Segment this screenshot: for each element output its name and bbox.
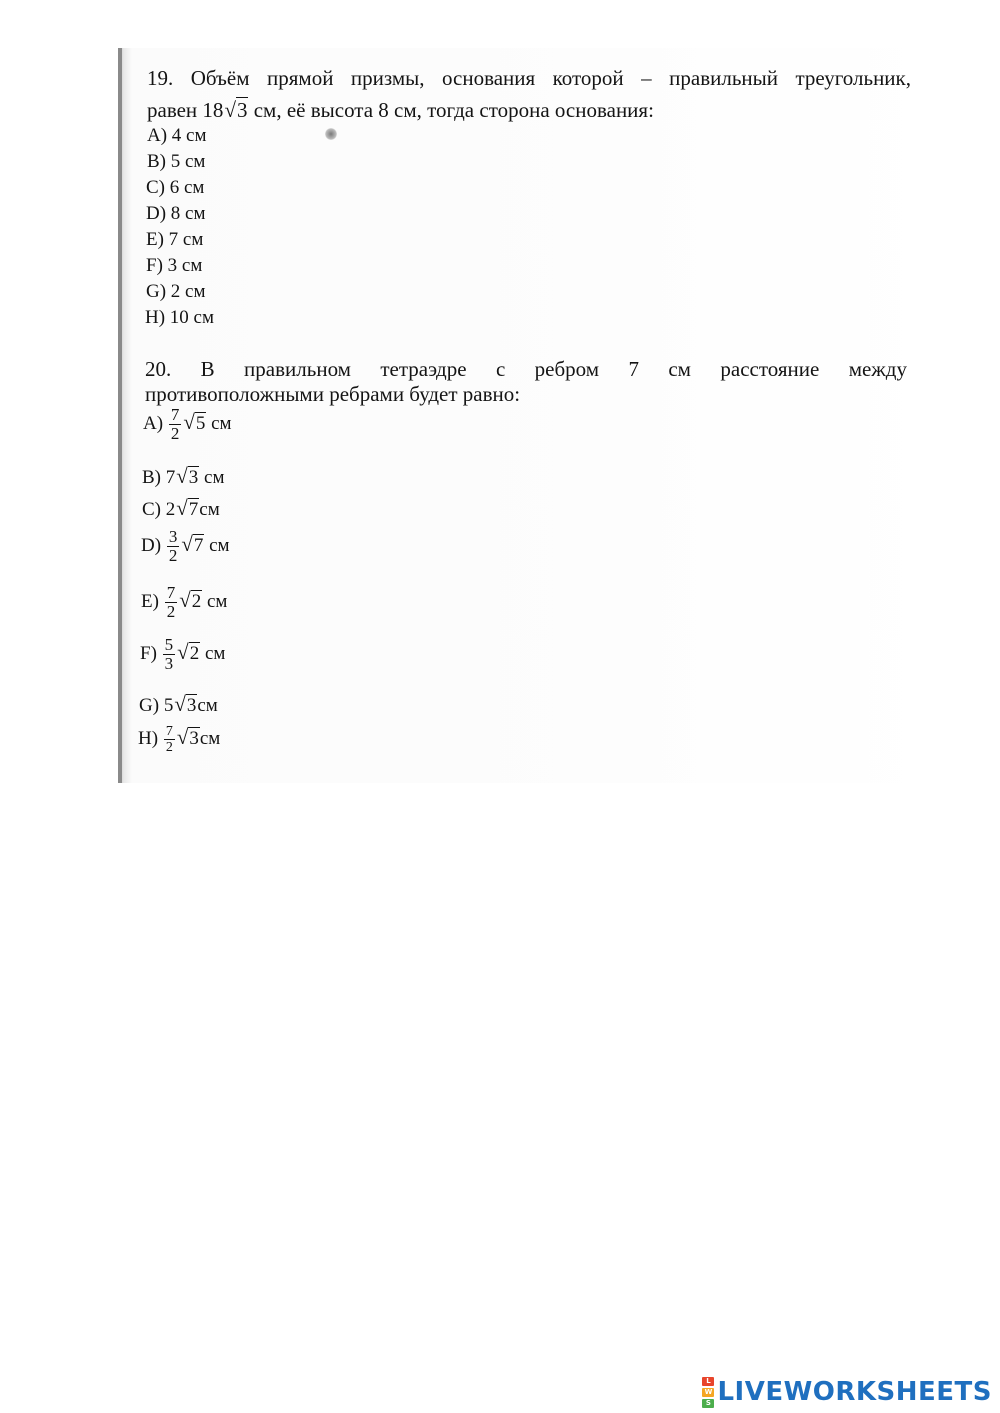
q19-option-f: F) 3 см (146, 255, 203, 276)
liveworksheets-logo (702, 1377, 992, 1407)
fraction-numerator: 3 (168, 527, 178, 546)
logo-text: LIVEWORKSHEETS (717, 1377, 992, 1407)
unit: см (209, 534, 230, 556)
fraction-denominator: 2 (166, 602, 176, 621)
fraction (169, 406, 182, 443)
fraction (165, 584, 178, 621)
unit: см (204, 642, 226, 664)
sqrt-symbol: √ (176, 496, 188, 520)
q19-option-d: D) 8 см (146, 203, 206, 224)
q19-option-e: E) 7 см (146, 229, 204, 250)
sqrt-symbol: √ (174, 692, 186, 716)
option-label: B) (142, 467, 161, 488)
sqrt-symbol: √ (179, 587, 191, 612)
coefficient: 7 (165, 467, 176, 488)
option-label: C) (142, 499, 161, 520)
option-label: A) (143, 412, 164, 434)
radicand: 3 (189, 727, 199, 749)
fraction (163, 636, 176, 673)
fraction-denominator: 2 (170, 424, 180, 443)
q20-text-line-1: 20. В правильном тетраэдре с ребром 7 см расстояние между (145, 357, 907, 381)
radicand: 3 (188, 467, 199, 488)
sqrt-symbol: √ (177, 639, 189, 664)
sqrt-symbol: √ (176, 464, 188, 488)
radicand: 7 (188, 499, 199, 520)
q19-option-b: B) 5 см (147, 151, 206, 172)
fraction-denominator: 3 (164, 654, 174, 673)
q19-option-g: G) 2 см (146, 281, 206, 302)
sqrt-symbol: √ (183, 409, 195, 434)
q20-option-d (141, 528, 230, 565)
q19-text-line-1: 19. Объём прямой призмы, основания которой – правильный треугольник, (147, 66, 911, 90)
fraction-numerator: 7 (170, 405, 180, 424)
fraction (164, 724, 175, 755)
unit: см (206, 590, 228, 612)
q20-option-e (141, 584, 227, 621)
radicand: 5 (195, 412, 206, 434)
q19-option-h: H) 10 см (145, 307, 215, 328)
radicand: 2 (189, 642, 200, 664)
q20-text-line-2: противоположными ребрами будет равно: (145, 382, 521, 406)
unit: см (199, 499, 220, 520)
q20-option-c (142, 497, 220, 521)
unit: см (211, 412, 232, 434)
q19-option-a: A) 4 см (147, 125, 207, 146)
logo-mark-icon (702, 1376, 714, 1409)
option-label: F) (140, 642, 157, 664)
sqrt-symbol: √ (181, 531, 193, 556)
radicand: 2 (191, 590, 202, 612)
fraction-numerator: 7 (166, 583, 176, 602)
unit: см (199, 727, 221, 749)
unit: см (197, 695, 218, 716)
q19-volume-prefix: равен 18 (147, 98, 224, 122)
unit: см (204, 467, 225, 488)
fraction-numerator: 5 (164, 635, 174, 654)
sqrt-symbol: √ (224, 98, 236, 122)
radicand: 3 (186, 695, 197, 716)
option-label: D) (141, 534, 162, 556)
q20-option-h (138, 724, 220, 755)
radicand: 7 (193, 534, 204, 556)
fraction-denominator: 2 (165, 740, 173, 755)
logo-mark-letter: W (702, 1388, 714, 1397)
q19-volume-radicand: 3 (236, 98, 248, 122)
coefficient: 5 (163, 695, 174, 716)
fraction-numerator: 7 (165, 724, 173, 739)
fraction-denominator: 2 (168, 546, 178, 565)
q20-option-b (142, 465, 225, 489)
logo-mark-letter: S (702, 1399, 714, 1408)
q20-option-g (139, 693, 218, 717)
q20-option-a (143, 406, 232, 443)
fraction (167, 528, 180, 565)
option-label: G) (139, 695, 160, 716)
q20-option-f (140, 636, 225, 673)
coefficient: 2 (165, 499, 176, 520)
q19-line2-rest: см, её высота 8 см, тогда сторона основания: (248, 98, 654, 122)
option-label: H) (138, 727, 159, 749)
logo-mark-letter: L (702, 1377, 714, 1386)
option-label: E) (141, 590, 159, 612)
sqrt-symbol: √ (176, 724, 189, 749)
q19-text-line-2 (147, 98, 654, 122)
q19-option-c: C) 6 см (146, 177, 205, 198)
